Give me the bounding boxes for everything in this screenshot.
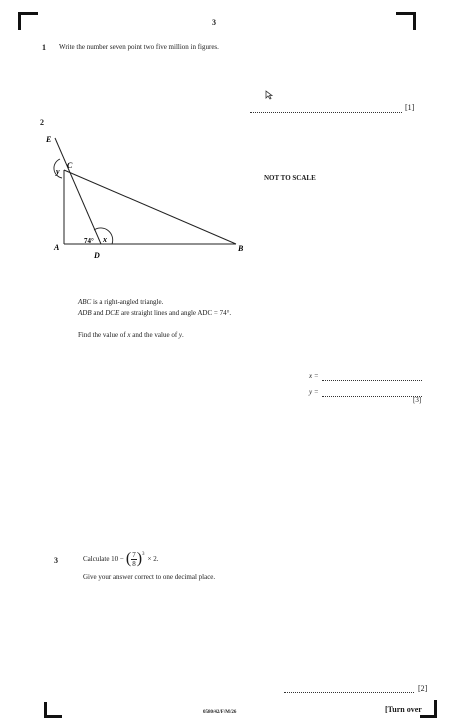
label-e: E	[46, 135, 52, 144]
q1-text: Write the number seven point two five million in figures.	[59, 43, 219, 51]
q2-answer-x-label: x =	[309, 372, 319, 380]
label-d: D	[94, 251, 100, 260]
footer-code: 0580/42/F/M/26	[203, 710, 237, 715]
q1-mark: [1]	[405, 103, 415, 112]
triangle-diagram	[40, 130, 250, 262]
q3-calc-suffix: × 2.	[147, 555, 159, 563]
q3-power: 3	[142, 552, 145, 557]
not-to-scale-label: NOT TO SCALE	[264, 174, 316, 182]
q2-statement-line1	[78, 298, 163, 306]
corner-mark-top-right-v	[413, 12, 416, 30]
corner-mark-top-left-v	[18, 12, 21, 30]
label-a: A	[54, 243, 60, 252]
q2-dce-italic: DCE	[105, 309, 120, 317]
q2-find-instruction	[78, 331, 184, 339]
page-number: 3	[212, 18, 216, 27]
line-ed	[55, 138, 101, 244]
q3-answer-line[interactable]	[284, 684, 414, 693]
q2-find-c: .	[182, 331, 184, 339]
q3-right-paren: )	[136, 550, 143, 567]
q3-mark: [2]	[418, 684, 428, 693]
turn-over-label: [Turn over	[385, 705, 422, 714]
q2-find-a: Find the value of	[78, 331, 128, 339]
q3-left-paren: (	[125, 550, 132, 567]
q2-mark: [3]	[413, 396, 422, 404]
mouse-cursor-icon	[265, 90, 273, 100]
q2-line2-rest: are straight lines and angle ADC = 74°.	[119, 309, 232, 317]
label-x: x	[103, 235, 107, 244]
q3-fraction-denominator: 8	[132, 559, 136, 568]
corner-mark-bottom-right-h	[420, 715, 437, 718]
label-c: C	[67, 161, 73, 170]
q2-line2-and: and	[91, 309, 106, 317]
q3-number: 3	[54, 556, 58, 565]
q3-fraction-numerator: 7	[132, 550, 136, 559]
label-b: B	[238, 244, 244, 253]
corner-mark-top-left	[18, 12, 38, 15]
q2-answer-y-line[interactable]	[322, 389, 422, 397]
q2-number: 2	[40, 118, 44, 127]
q2-answer-y-label: y =	[309, 388, 319, 396]
q2-statement-line2	[78, 309, 231, 317]
corner-mark-bottom-left-h	[44, 715, 62, 718]
q3-calc-prefix: Calculate 10 −	[83, 555, 124, 563]
q3-instruction: Give your answer correct to one decimal place.	[83, 573, 216, 581]
q2-adb-italic: ADB	[78, 309, 92, 317]
line-cb	[64, 170, 236, 244]
q1-number: 1	[42, 43, 46, 52]
q3-calculation	[83, 550, 159, 568]
q2-line1-rest: is a right-angled triangle.	[91, 298, 164, 306]
q2-find-b: and the value of	[130, 331, 179, 339]
q2-find-y: y	[178, 331, 183, 339]
q2-abc-italic: ABC	[78, 298, 92, 306]
q1-answer-line[interactable]	[250, 104, 402, 113]
label-y: y	[56, 167, 60, 176]
q2-answer-x-line[interactable]	[322, 373, 422, 381]
label-angle-74: 74°	[84, 237, 94, 245]
q2-find-x: x	[127, 331, 131, 339]
